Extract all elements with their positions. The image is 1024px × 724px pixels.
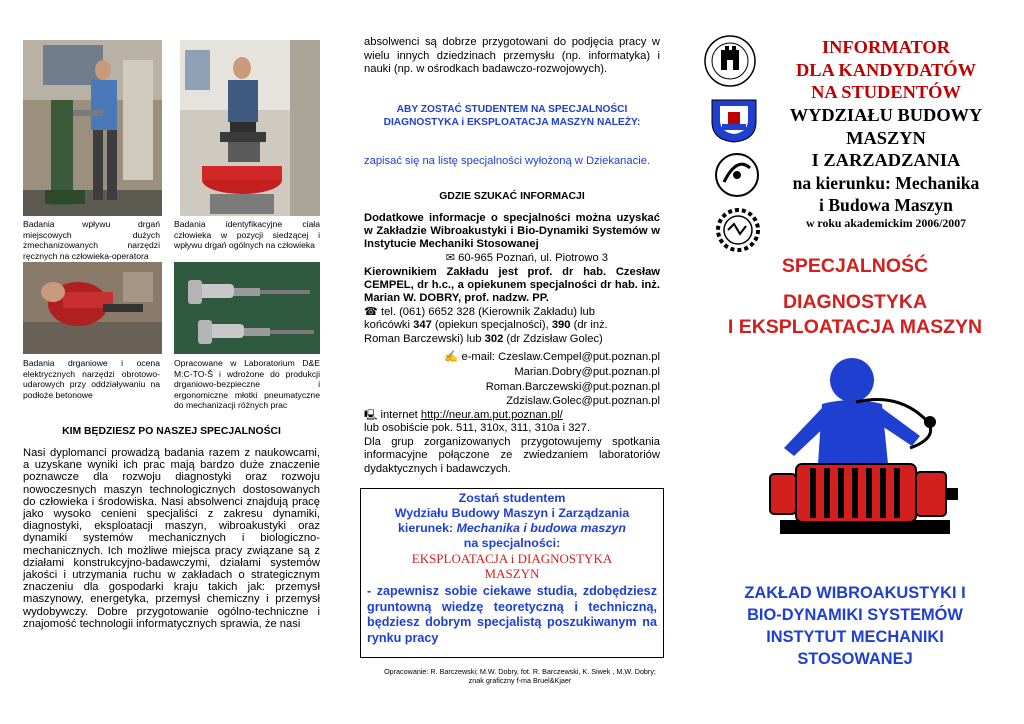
info-bold-text: Dodatkowe informacje o specjalności można uzyskać w Zakładzie Wibroakustyki i Bio-Dynamiki Systemów w Instytucie Mechaniki Stosowanej (364, 212, 660, 251)
internet-link[interactable]: http://neur.am.put.poznan.pl/ (420, 409, 563, 421)
email-dobry[interactable]: Marian.Dobry@put.poznan.pl (514, 365, 660, 378)
promo-line-3 (361, 521, 663, 535)
title-line-3: NA STUDENTÓW (811, 82, 961, 103)
photo-hand-tool-test (23, 40, 162, 216)
promo-box (360, 488, 664, 658)
promo-line-2: Wydziału Budowy Maszyn i Zarządzania (394, 506, 630, 520)
credits-text: Opracowanie: R. Barczewski; M.W. Dobry, fot. R. Barczewski, K. Siwek , M.W. Dobry; znak graficzny f-ma Bruel&Kjaer (384, 667, 656, 685)
faculty-line-5: i Budowa Maszyn (819, 195, 953, 216)
department-line-2: BIO-DYNAMIKI SYSTEMÓW (747, 606, 963, 624)
email-golec[interactable]: Zdzislaw.Golec@put.poznan.pl (506, 395, 660, 408)
academic-year: w roku akademickim 2006/2007 (805, 216, 967, 230)
career-body-text: Nasi dyplomanci prowadzą badania razem z naukowcami, a uzyskane wyniki ich prac mają bardzo duże znaczenie poznawcze dla rozwoju diagnostyki oraz rozwoju nowoczesnych maszyn technologicznych dostosowanych do człowieka i środowiska. Nasi absolwenci znajdują pracę jako wysoko cenieni specjaliści z zakresu dynamiki, diagnostyki, eksploatacji maszyn, wibroakustyki oraz dynamiki systemów mechanicznych i biologiczno-mechanicznych. Ich możliwe miejsca pracy związane są z działami konstrukcyjno-badawczymi, działami systemów jakości i utrzymania ruchu w zakładach o strategicznym znaczeniu dla gospodarki kraju takich jak: przemysł maszynowy, energetyka, przemysł chemiczny i przemysł wydobywczy. Dobre przygotowanie ogólno-techniczne i znajomość technologii informatycznych sprawia, że nasi (23, 447, 320, 630)
phone-line-3b: (dr Zdzisław Golec) (503, 332, 603, 345)
faculty-block (764, 104, 1008, 217)
promo-line-5: EKSPLOATACJA i DIAGNOSTYKA MASZYN (411, 551, 613, 581)
envelope-icon: ✉ (445, 252, 455, 264)
phone-ext-390: 390 (551, 319, 571, 332)
promo-line-3a: kierunek: (398, 521, 457, 535)
phone-ext-347: 347 (413, 319, 432, 332)
phone-ext-302: 302 (484, 332, 504, 345)
caption-drill-test: Badania drganiowe i ocena elektrycznych narzędzi obrotowo-udarowych przy oddziaływaniu na podłoże betonowe (23, 358, 160, 400)
title-line-2: DLA KANDYDATÓW (796, 59, 976, 80)
phone-line-2c: (dr inż. (570, 319, 608, 332)
diagnostician-machine-illustration (760, 352, 960, 567)
where-info-title: GDZIE SZUKAĆ INFORMACJI (439, 191, 585, 202)
intro-text: absolwenci są dobrze przygotowani do podjęcia pracy w wielu innych dziedzinach przemysłu (np. informatyka) i nauki (np. w ośrodkach badawczo-rozwojowych). (364, 36, 660, 75)
faculty-logo (708, 96, 760, 149)
computer-icon: 🖳 (364, 410, 378, 421)
caption-hand-tool-test: Badania wpływu drgań miejscowych dużych zmechanizowanych narzędzi ręcznych na człowieka-operatora (23, 219, 160, 261)
title-line-1: INFORMATOR (821, 37, 951, 57)
department-line-4: STOSOWANEJ (797, 650, 913, 668)
promo-line-6: - zapewnisz sobie ciekawe studia, zdobędziesz gruntowną wiedzę teoretyczną i techniczną, będziesz dobrym specjalistą poszukiwanym na rynku pracy (367, 584, 657, 645)
caption-seated-vibration-test: Badania identyfikacyjne ciała człowieka w pozycji siedzącej i wpływu drgań ogólnych na człowieka (174, 219, 320, 250)
department-line-3: INSTYTUT MECHANIKI (766, 628, 944, 646)
how-to-enroll-text: zapisać się na listę specjalności wyłożoną w Dziekanacie. (364, 155, 651, 167)
phone-block (364, 306, 660, 346)
photo-drill-test (23, 262, 162, 354)
faculty-line-2: MASZYN (846, 127, 926, 148)
specialty-line-1: DIAGNOSTYKA (782, 291, 928, 313)
mechanics-institute-logo (714, 152, 760, 203)
faculty-line-1: WYDZIAŁU BUDOWY (789, 105, 983, 125)
specialty-line-2: I EKSPLOATACJA MASZYN (727, 316, 983, 338)
caption-pneumatic-hammers: Opracowane w Laboratorium D&E M:C-TO-Š i wdrożone do produkcji drganiowo-bezpieczne i ergonomiczne młotki pneumatyczne do mechanizacji różnych prac (174, 358, 320, 410)
photo-seated-vibration-test (180, 40, 320, 216)
university-seal-logo (703, 34, 757, 93)
email-icon: ✍ (444, 351, 459, 363)
internet-label: internet (380, 409, 421, 421)
email-cempel[interactable]: e-mail: Czeslaw.Cempel@put.poznan.pl (461, 351, 660, 363)
email-barczewski[interactable]: Roman.Barczewski@put.poznan.pl (485, 380, 660, 393)
promo-line-4: na specjalności: (463, 536, 561, 550)
phone-line-1: tel. (061) 6652 328 (Kierownik Zakładu) lub (381, 306, 595, 318)
section-title-career: KIM BĘDZIESZ PO NASZEJ SPECJALNOŚCI (62, 426, 281, 437)
head-bold-text: Kierownikiem Zakładu jest prof. dr hab. Czesław CEMPEL, dr h.c., a opiekunem specjalności dr hab. inż. Marian W. DOBRY, prof. nadzw. PP. (364, 266, 660, 305)
department-block (700, 582, 1010, 670)
phone-icon: ☎ (364, 306, 378, 318)
specialty-name (690, 290, 1020, 340)
faculty-line-3: I ZARZADZANIA (811, 150, 961, 171)
promo-line-3b: Mechanika i budowa maszyn (456, 521, 626, 535)
promo-line-1: Zostań studentem (458, 491, 566, 505)
address-text: 60-965 Poznań, ul. Piotrowo 3 (458, 252, 608, 264)
meetings-text: Dla grup zorganizowanych przygotowujemy spotkania informacyjne połączone ze zwiedzaniem laboratoriów dydaktycznych i badawczych. (364, 436, 660, 475)
phone-line-2b: (opiekun specjalności), (431, 319, 552, 332)
title-block (764, 36, 1008, 104)
specialty-label: SPECJALNOŚĆ (781, 255, 929, 277)
internet-line (364, 409, 660, 423)
email-list (364, 350, 660, 409)
photo-pneumatic-hammers (174, 262, 320, 354)
phone-line-2a: końcówki (364, 319, 414, 332)
rooms-text: lub osobiście pok. 511, 310x, 311, 310a i 327. (364, 422, 590, 434)
address-line (364, 252, 608, 266)
faculty-line-4: na kierunku: Mechanika (792, 172, 980, 193)
department-line-1: ZAKŁAD WIBROAKUSTYKI I (744, 584, 966, 602)
phone-line-3a: Roman Barczewski) lub (364, 332, 485, 345)
department-gear-logo (714, 206, 762, 259)
how-to-enroll-title: ABY ZOSTAĆ STUDENTEM NA SPECJALNOŚCI DIAGNOSTYKA i EKSPLOATACJA MASZYN NALEŻY: (383, 104, 641, 128)
